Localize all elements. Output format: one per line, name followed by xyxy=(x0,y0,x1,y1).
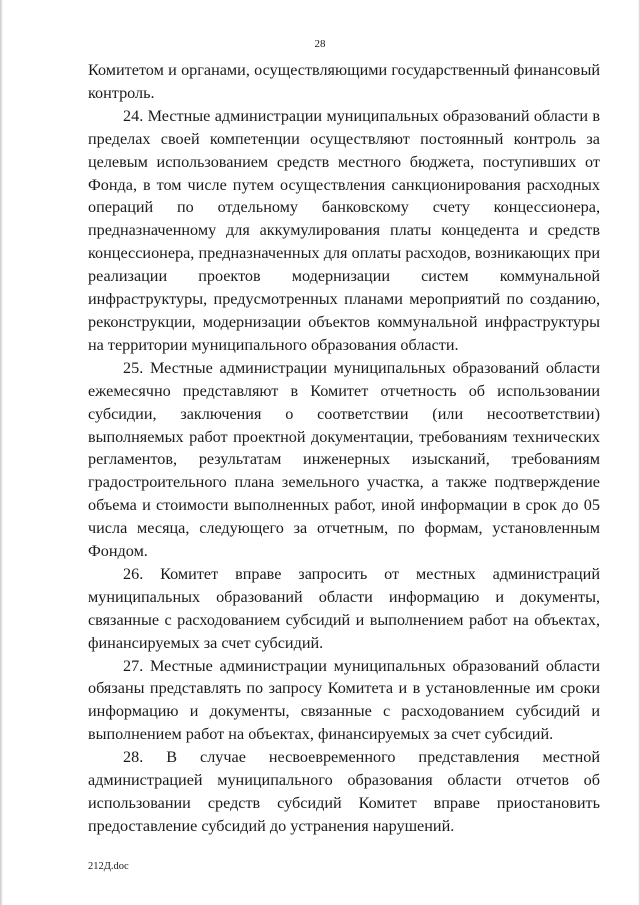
paragraph-27: 27. Местные администрации муниципальных образований области обязаны представлять по запросу Комитета и в установленные им сроки информацию и документы, связанные с расходованием субсидий и выполнением работ на объектах, финансируемых за счет субсидий. xyxy=(88,656,600,744)
paragraph-25: 25. Местные администрации муниципальных образований области ежемесячно представляют в Комитет отчетность об использовании субсидии, заключения о соответствии (или несоответствии) выполняемых работ проектной документации, требованиям технических регламентов, результатам инженерных изысканий, требованиям градостроительного плана земельного участка, а также подтверждение объема и стоимости выполненных работ, иной информации в срок до 05 числа месяца, следующего за отчетным, по формам, установленным Фондом. xyxy=(88,358,600,561)
paragraph-26: 26. Комитет вправе запросить от местных администраций муниципальных образований области информацию и документы, связанные с расходованием субсидий и выполнением работ на объектах, финансируемых за счет субсидий. xyxy=(88,564,600,652)
paragraph-continuation: Комитетом и органами, осуществляющими государственный финансовый контроль. xyxy=(88,61,600,102)
footer-filename: 212Д.doc xyxy=(88,861,129,872)
paragraph-28: 28. В случае несвоевременного представления местной администрацией муниципального образования области отчетов об использовании средств субсидий Комитет вправе приостановить предоставление субсидий до устранения нарушений. xyxy=(88,748,600,835)
document-body xyxy=(88,59,600,838)
paragraph-24: 24. Местные администрации муниципальных образований области в пределах своей компетенции осуществляют постоянный контроль за целевым использованием средств местного бюджета, поступивших от Фонда, в том числе путем осуществления санкционирования расходных операций по отдельному банковскому счету концессионера, предназначенному для аккумулирования платы концедента и средств концессионера, предназначенных для оплаты расходов, возникающих при реализации проектов модернизации систем коммунальной инфраструктуры, предусмотренных планами мероприятий по созданию, реконструкции, модернизации объектов коммунальной инфраструктуры на территории муниципального образования области. xyxy=(88,106,600,354)
page-number: 28 xyxy=(314,38,326,50)
scan-edge-left xyxy=(0,0,3,905)
